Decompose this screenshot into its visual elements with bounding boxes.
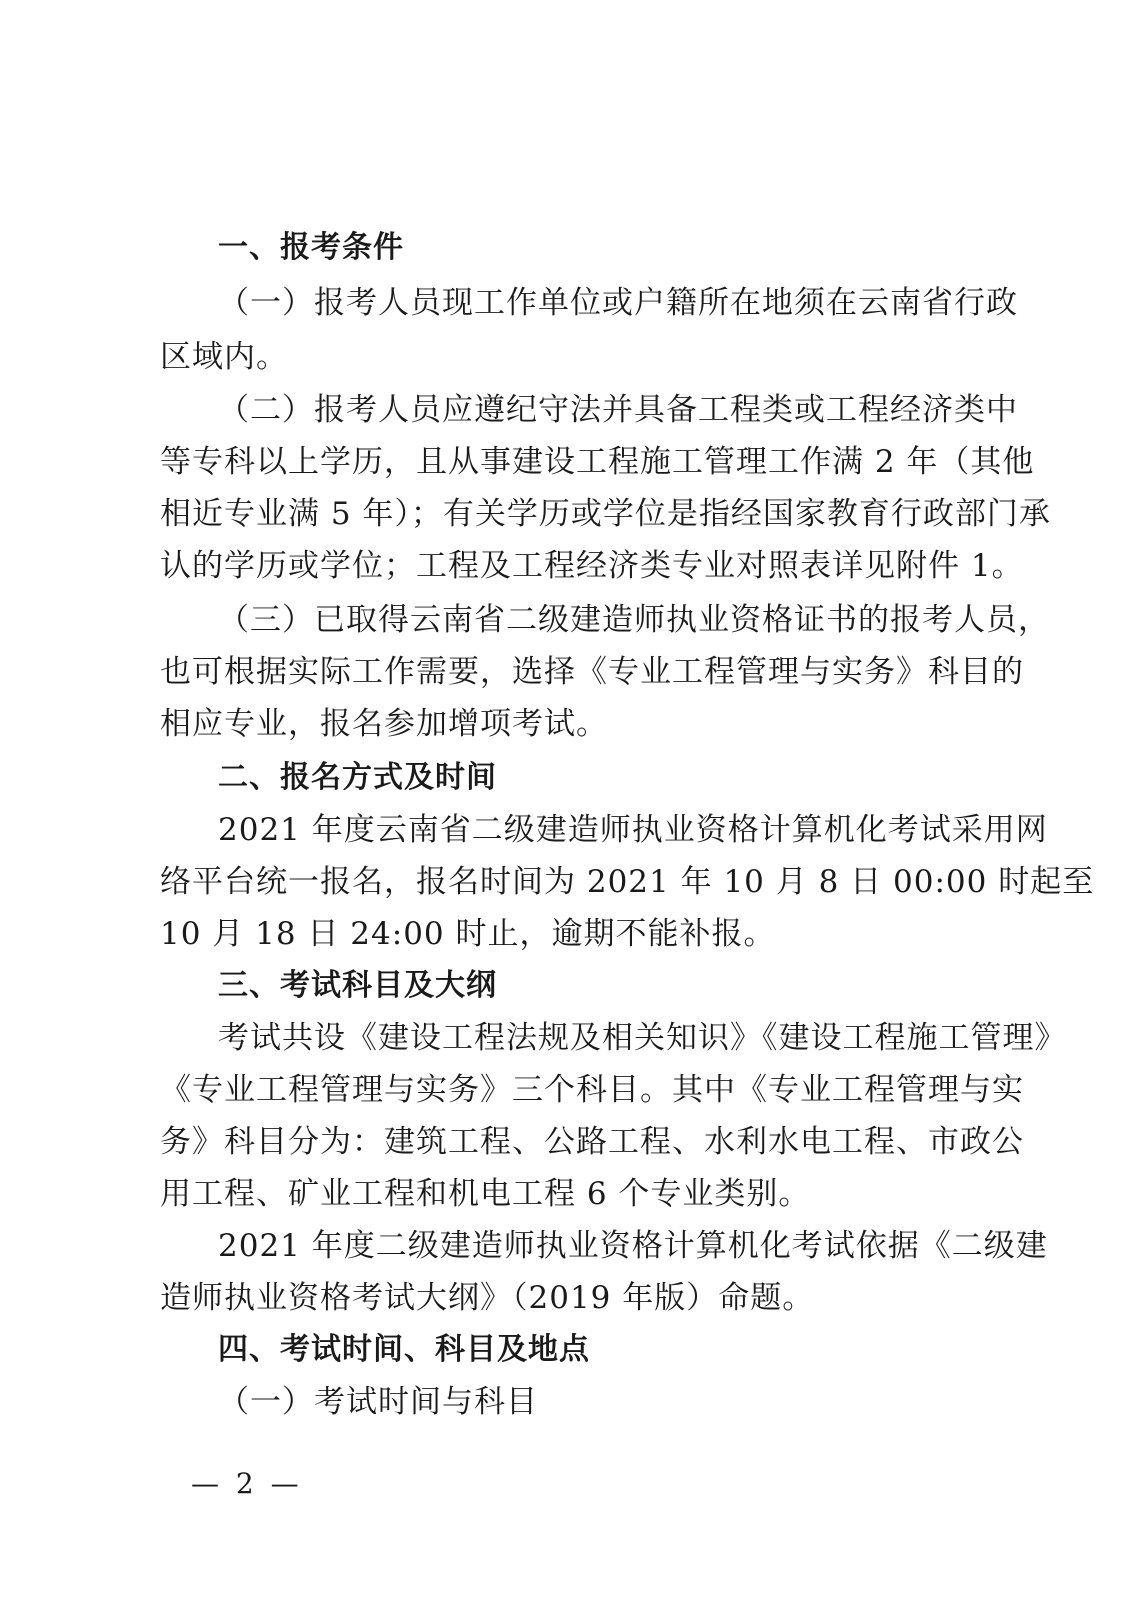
paragraph-line: （一）考试时间与科目	[218, 1384, 538, 1420]
paragraph-line: 2021 年度二级建造师执业资格计算机化考试依据《二级建	[218, 1228, 1048, 1264]
section-heading-2: 二、报名方式及时间	[218, 760, 497, 795]
paragraph-line: 等专科以上学历，且从事建设工程施工管理工作满 2 年（其他	[160, 444, 1035, 480]
paragraph-line: 区域内。	[160, 339, 288, 375]
paragraph-line: 相近专业满 5 年）；有关学历或学位是指经国家教育行政部门承	[160, 496, 1051, 532]
paragraph-line: 也可根据实际工作需要，选择《专业工程管理与实务》科目的	[160, 654, 1024, 690]
paragraph-line: 络平台统一报名，报名时间为 2021 年 10 月 8 日 00:00 时起至	[160, 864, 1095, 900]
paragraph-line: （一）报考人员现工作单位或户籍所在地须在云南省行政	[218, 285, 1018, 321]
paragraph-line: 考试共设《建设工程法规及相关知识》《建设工程施工管理》	[218, 1020, 1067, 1056]
paragraph-line: （二）报考人员应遵纪守法并具备工程类或工程经济类中	[218, 392, 1018, 428]
paragraph-line: 用工程、矿业工程和机电工程 6 个专业类别。	[160, 1176, 811, 1212]
paragraph-line: 2021 年度云南省二级建造师执业资格计算机化考试采用网	[218, 812, 1048, 848]
paragraph-line: 务》科目分为：建筑工程、公路工程、水利水电工程、市政公	[160, 1124, 1024, 1160]
paragraph-line: （三）已取得云南省二级建造师执业资格证书的报考人员，	[218, 602, 1050, 638]
paragraph-line: 10 月 18 日 24:00 时止，逾期不能补报。	[160, 916, 776, 952]
section-heading-1: 一、报考条件	[218, 230, 404, 265]
paragraph-line: 相应专业，报名参加增项考试。	[160, 706, 608, 742]
paragraph-line: 认的学历或学位；工程及工程经济类专业对照表详见附件 1。	[160, 548, 1024, 584]
paragraph-line: 《专业工程管理与实务》三个科目。其中《专业工程管理与实	[160, 1072, 1024, 1108]
page-number: — 2 —	[191, 1467, 303, 1500]
paragraph-line: 造师执业资格考试大纲》（2019 年版）命题。	[160, 1280, 815, 1316]
section-heading-4: 四、考试时间、科目及地点	[218, 1332, 590, 1367]
section-heading-3: 三、考试科目及大纲	[218, 968, 497, 1003]
